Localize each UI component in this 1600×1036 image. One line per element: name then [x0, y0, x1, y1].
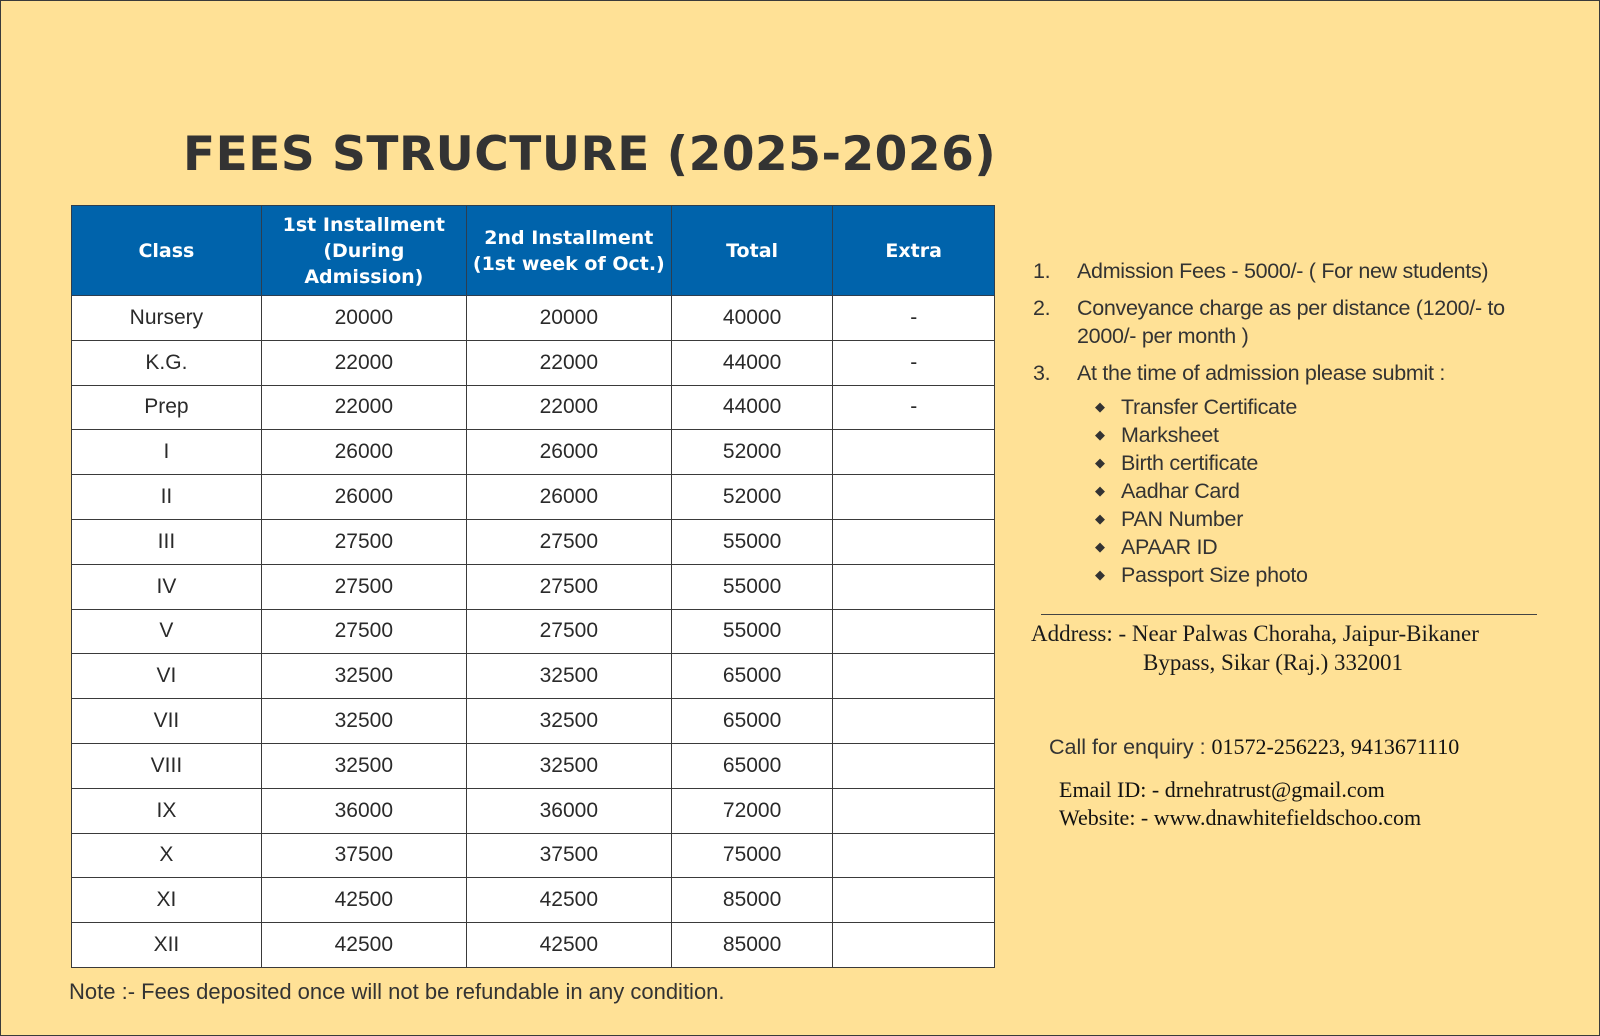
cell-class: II [72, 475, 262, 520]
document-item [1095, 505, 1553, 533]
enquiry-contact [1049, 734, 1459, 760]
cell-second: 32500 [466, 654, 671, 699]
cell-second: 22000 [466, 385, 671, 430]
info-number: 3. [1033, 361, 1051, 385]
website: Website: - www.dnawhitefieldschoo.com [1059, 805, 1422, 830]
cell-total: 52000 [671, 475, 833, 520]
address [1031, 619, 1551, 677]
cell-class: Prep [72, 385, 262, 430]
cell-total: 40000 [671, 296, 833, 341]
info-text: Conveyance charge as per distance (1200/- to 2000/- per month ) [1077, 296, 1505, 348]
cell-class: VI [72, 654, 262, 699]
cell-total: 75000 [671, 833, 833, 878]
info-item-admission-fees [1033, 257, 1553, 285]
cell-class: IX [72, 788, 262, 833]
diamond-bullet-icon: ◆ [1095, 483, 1105, 498]
cell-total: 85000 [671, 878, 833, 923]
table-row [72, 430, 995, 475]
cell-total: 65000 [671, 654, 833, 699]
divider [1041, 614, 1537, 615]
cell-second: 20000 [466, 296, 671, 341]
cell-first: 32500 [261, 654, 466, 699]
diamond-bullet-icon: ◆ [1095, 539, 1105, 554]
info-number: 2. [1033, 296, 1051, 320]
table-row [72, 564, 995, 609]
header-first-installment [261, 206, 466, 296]
table-row [72, 519, 995, 564]
cell-extra [833, 743, 995, 788]
cell-second: 32500 [466, 699, 671, 744]
info-item-conveyance [1033, 294, 1553, 350]
document-label: Aadhar Card [1121, 479, 1240, 503]
info-number: 1. [1033, 259, 1051, 283]
diamond-bullet-icon: ◆ [1095, 399, 1105, 414]
cell-extra: - [833, 340, 995, 385]
document-item [1095, 449, 1553, 477]
cell-class: III [72, 519, 262, 564]
cell-second: 42500 [466, 923, 671, 968]
enquiry-label: Call for enquiry : [1049, 735, 1212, 759]
cell-class: I [72, 430, 262, 475]
header-class-label: Class [138, 239, 195, 262]
cell-first: 32500 [261, 743, 466, 788]
cell-second: 27500 [466, 519, 671, 564]
cell-class: XI [72, 878, 262, 923]
cell-second: 22000 [466, 340, 671, 385]
cell-total: 85000 [671, 923, 833, 968]
cell-first: 27500 [261, 609, 466, 654]
cell-total: 55000 [671, 564, 833, 609]
cell-extra [833, 564, 995, 609]
cell-extra [833, 430, 995, 475]
fees-table-body [72, 296, 995, 968]
cell-first: 37500 [261, 833, 466, 878]
cell-total: 44000 [671, 340, 833, 385]
diamond-bullet-icon: ◆ [1095, 567, 1105, 582]
cell-class: IV [72, 564, 262, 609]
cell-total: 55000 [671, 609, 833, 654]
table-row [72, 654, 995, 699]
address-line-2: Bypass, Sikar (Raj.) 332001 [1143, 650, 1404, 675]
cell-second: 27500 [466, 609, 671, 654]
cell-class: XII [72, 923, 262, 968]
cell-second: 27500 [466, 564, 671, 609]
document-label: Transfer Certificate [1121, 395, 1298, 419]
page-title: FEES STRUCTURE (2025-2026) [183, 127, 997, 182]
cell-second: 42500 [466, 878, 671, 923]
cell-extra [833, 878, 995, 923]
table-row [72, 609, 995, 654]
required-documents-list [1077, 393, 1553, 589]
document-label: PAN Number [1121, 507, 1244, 531]
cell-first: 22000 [261, 340, 466, 385]
cell-extra [833, 833, 995, 878]
table-row [72, 788, 995, 833]
cell-first: 36000 [261, 788, 466, 833]
cell-second: 37500 [466, 833, 671, 878]
cell-first: 27500 [261, 564, 466, 609]
cell-extra [833, 475, 995, 520]
admission-info-list [1033, 257, 1553, 598]
table-row [72, 923, 995, 968]
header-second-line2: (1st week of Oct.) [472, 252, 665, 275]
cell-total: 44000 [671, 385, 833, 430]
cell-first: 22000 [261, 385, 466, 430]
document-label: Passport Size photo [1121, 563, 1308, 587]
document-item [1095, 561, 1553, 589]
table-row [72, 743, 995, 788]
table-row [72, 385, 995, 430]
cell-extra: - [833, 296, 995, 341]
header-total-label: Total [726, 239, 779, 262]
header-total [671, 206, 833, 296]
cell-extra: - [833, 385, 995, 430]
address-line-1: Address: - Near Palwas Choraha, Jaipur-Bikaner [1031, 621, 1479, 646]
header-first-line2: (During Admission) [304, 239, 424, 288]
table-row [72, 878, 995, 923]
header-first-line1: 1st Installment [282, 213, 446, 236]
table-row [72, 296, 995, 341]
info-text: Admission Fees - 5000/- ( For new students) [1077, 259, 1489, 283]
diamond-bullet-icon: ◆ [1095, 511, 1105, 526]
cell-class: K.G. [72, 340, 262, 385]
cell-second: 26000 [466, 475, 671, 520]
document-label: APAAR ID [1121, 535, 1218, 559]
cell-total: 52000 [671, 430, 833, 475]
header-class [72, 206, 262, 296]
cell-second: 32500 [466, 743, 671, 788]
info-text: At the time of admission please submit : [1077, 361, 1446, 385]
email: Email ID: - drnehratrust@gmail.com [1059, 777, 1385, 802]
table-header-row [72, 206, 995, 296]
document-label: Birth certificate [1121, 451, 1259, 475]
fees-table [71, 205, 995, 968]
cell-total: 65000 [671, 699, 833, 744]
diamond-bullet-icon: ◆ [1095, 427, 1105, 442]
cell-first: 20000 [261, 296, 466, 341]
header-extra-label: Extra [885, 239, 942, 262]
cell-first: 42500 [261, 878, 466, 923]
cell-second: 36000 [466, 788, 671, 833]
document-item [1095, 393, 1553, 421]
table-row [72, 833, 995, 878]
cell-class: V [72, 609, 262, 654]
cell-first: 26000 [261, 475, 466, 520]
refund-note: Note :- Fees deposited once will not be refundable in any condition. [69, 979, 725, 1004]
cell-class: VIII [72, 743, 262, 788]
cell-extra [833, 699, 995, 744]
document-item [1095, 421, 1553, 449]
cell-total: 65000 [671, 743, 833, 788]
cell-total: 72000 [671, 788, 833, 833]
cell-extra [833, 654, 995, 699]
document-item [1095, 477, 1553, 505]
cell-first: 32500 [261, 699, 466, 744]
cell-first: 42500 [261, 923, 466, 968]
cell-class: VII [72, 699, 262, 744]
cell-extra [833, 519, 995, 564]
cell-extra [833, 609, 995, 654]
table-row [72, 699, 995, 744]
document-label: Marksheet [1121, 423, 1219, 447]
cell-second: 26000 [466, 430, 671, 475]
cell-class: X [72, 833, 262, 878]
diamond-bullet-icon: ◆ [1095, 455, 1105, 470]
cell-total: 55000 [671, 519, 833, 564]
cell-extra [833, 788, 995, 833]
cell-class: Nursery [72, 296, 262, 341]
document-item [1095, 533, 1553, 561]
cell-first: 27500 [261, 519, 466, 564]
header-second-line1: 2nd Installment [484, 226, 654, 249]
cell-first: 26000 [261, 430, 466, 475]
cell-extra [833, 923, 995, 968]
enquiry-phone-numbers: 01572-256223, 9413671110 [1211, 734, 1460, 759]
table-row [72, 340, 995, 385]
table-row [72, 475, 995, 520]
header-extra [833, 206, 995, 296]
header-second-installment [466, 206, 671, 296]
info-item-documents [1033, 359, 1553, 589]
